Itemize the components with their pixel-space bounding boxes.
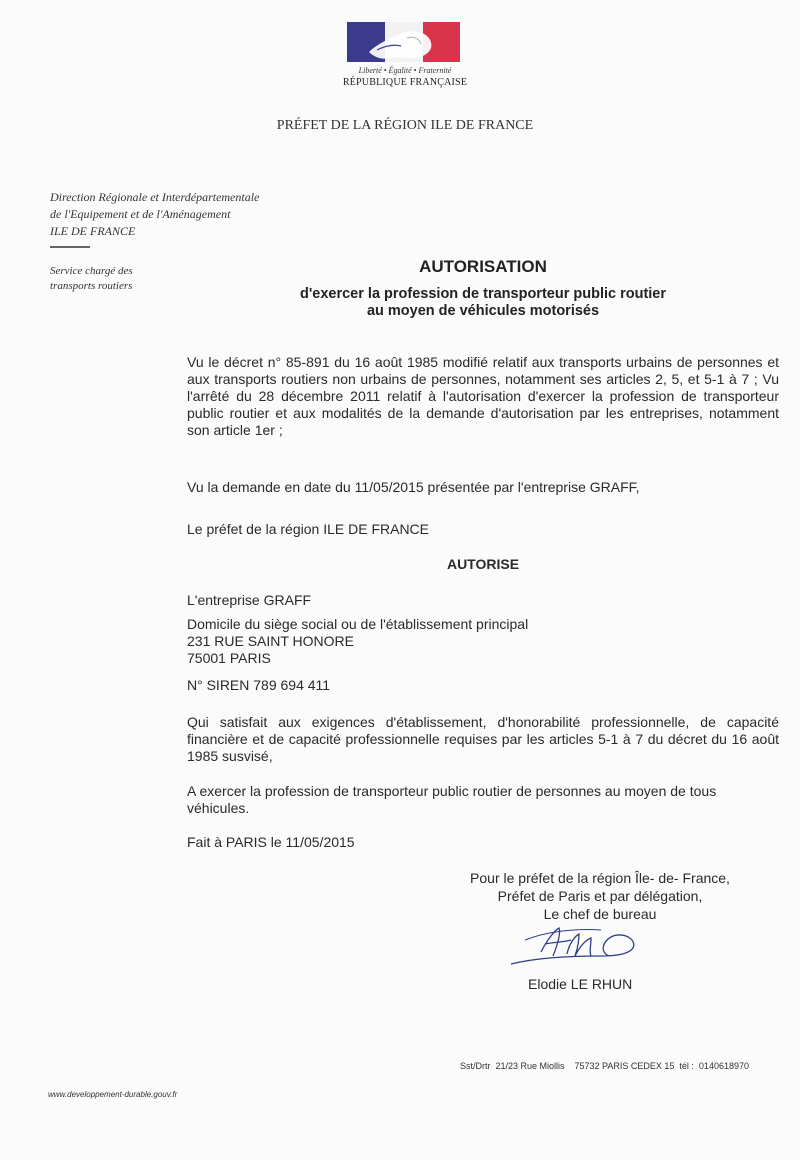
service-block (50, 264, 133, 294)
signature-line: Le chef de bureau (543, 906, 657, 922)
direction-line: ILE DE FRANCE (50, 224, 136, 238)
le-prefet-line: Le préfet de la région ILE DE FRANCE (187, 521, 430, 537)
service-line: transports routiers (50, 280, 133, 292)
siren-line: N° SIREN 789 694 411 (187, 677, 331, 693)
signature-block (400, 869, 800, 923)
address-street: 231 RUE SAINT HONORE (187, 633, 355, 649)
address-block (187, 616, 779, 667)
document-subtitle (200, 286, 766, 320)
subtitle-line: d'exercer la profession de transporteur public routier (299, 286, 667, 302)
direction-line: Direction Régionale et Interdépartementale (50, 190, 260, 204)
marianne-profile-icon (347, 22, 460, 62)
subtitle-line: au moyen de véhicules motorisés (366, 303, 600, 319)
service-line: Service chargé des (50, 265, 133, 277)
vu-demande-paragraph: Vu la demande en date du 11/05/2015 présentée par l'entreprise GRAFF, (187, 479, 640, 495)
handwritten-signature (505, 918, 645, 978)
republic-motto: Liberté • Égalité • Fraternité (358, 66, 452, 75)
signature-line: Pour le préfet de la région Île- de- France, (470, 870, 730, 886)
marianne-logo (347, 22, 460, 62)
fait-a-line: Fait à PARIS le 11/05/2015 (187, 834, 355, 850)
qui-satisfait-paragraph: Qui satisfait aux exigences d'établissement, d'honorabilité professionnelle, de capacité financière et de capacité professionnelle requises par les articles 5-1 à 7 du décret du 16 août 1985 susvisé, (187, 714, 779, 764)
footer-address: Sst/Drtr 21/23 Rue Miollis 75732 PARIS CEDEX 15 tél : 0140618970 (460, 1061, 749, 1071)
a-exercer-paragraph: A exercer la profession de transporteur public routier de personnes au moyen de tous véhicules. (187, 783, 717, 816)
prefet-heading: PRÉFET DE LA RÉGION ILE DE FRANCE (276, 118, 534, 133)
signature-line: Préfet de Paris et par délégation, (497, 888, 703, 904)
footer-url: www.developpement-durable.gouv.fr (48, 1090, 178, 1099)
sidebar-divider (50, 246, 90, 248)
vu-decret-paragraph: Vu le décret n° 85-891 du 16 août 1985 modifié relatif aux transports urbains de personnes et aux transports routiers non urbains de personnes, notamment ses articles 2, 5, et 5-1 à 7 ; Vu l'arrêté du 28 décembre 2011 relatif à l'autorisation d'exercer la profession de transporteur public routier et aux modalités de la demande d'autorisation par les entreprises, notamment son article 1er ; (187, 354, 779, 438)
republic-name: RÉPUBLIQUE FRANÇAISE (342, 77, 468, 88)
entreprise-line: L'entreprise GRAFF (187, 592, 312, 608)
autorise-heading: AUTORISE (446, 556, 520, 572)
direction-block (50, 189, 259, 240)
signatory-name: Elodie LE RHUN (528, 976, 633, 992)
direction-line: de l'Equipement et de l'Aménagement (50, 207, 231, 221)
document-title: AUTORISATION (419, 257, 547, 276)
address-city: 75001 PARIS (187, 650, 271, 666)
domicile-label: Domicile du siège social ou de l'établissement principal (187, 616, 529, 632)
